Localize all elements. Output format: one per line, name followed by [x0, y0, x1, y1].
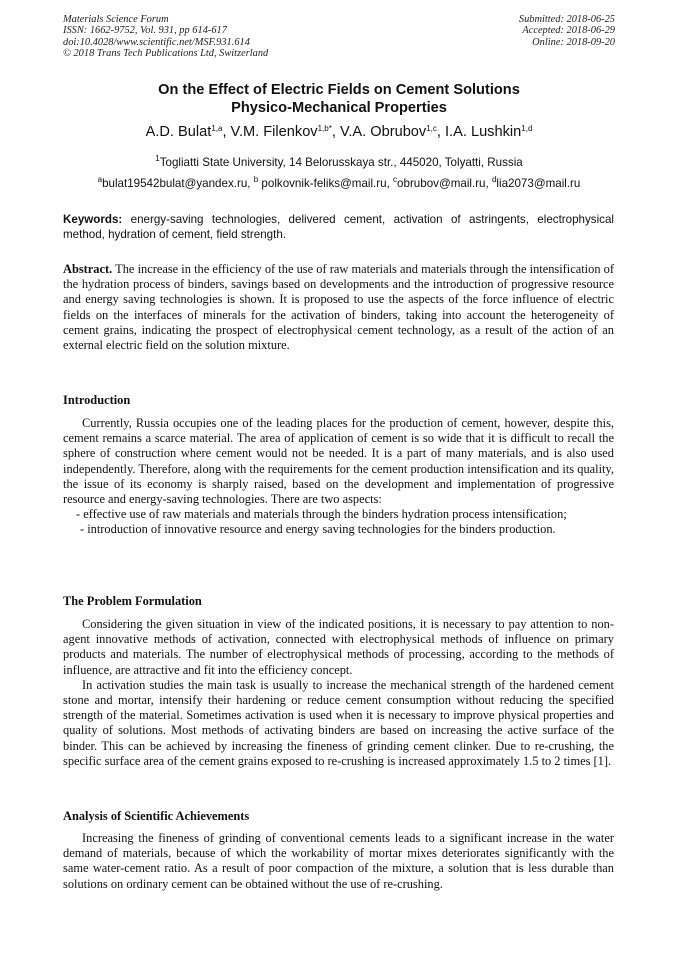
copyright-line: © 2018 Trans Tech Publications Ltd, Switzerland: [63, 48, 269, 60]
email-sup: a: [97, 175, 103, 184]
title-line-2: Physico-Mechanical Properties: [231, 100, 447, 116]
email-link[interactable]: obrubov@mail.ru: [397, 177, 486, 190]
problem-paragraph: In activation studies the main task is usually to increase the mechanical strength of the hardened cement stone and mortar, intensify their hardening or reduce cement consumption without reducing the specified strength of the material. Sometimes activation is used when it is necessary to improve physical properties and quality of solutions. Most methods of activating binders are based on increasing the active surface of the binder. This can be achieved by increasing the fineness of grinding cement clinker. Due to re-crushing, the specific surface area of the cement grains exposed to re-crushing is increased approximately 1.5 to 2 times [1].: [63, 677, 614, 768]
author-sup: 1,c: [426, 124, 437, 133]
affiliation-text: Togliatti State University, 14 Belorusskaya str., 445020, Tolyatti, Russia: [159, 156, 523, 169]
submitted-date: Submitted: 2018-06-25: [518, 14, 615, 25]
abstract-text: The increase in the efficiency of the use of raw materials and materials through the intensification of the hydration process of binders, savings based on developments and the introduction of progressive resource and energy saving technologies is shown. It is proposed to use the aspects of the force influence of electric fields on the interfaces of minerals for the activation of binders, taking into account the heterogeneity of cement grains, indicating the prospect of electrophysical cement technology, as a result of the action of an external electric field on the solution mixture.: [63, 262, 614, 353]
author-sup: 1,a: [211, 124, 223, 133]
email-link[interactable]: polkovnik-feliks@mail.ru: [258, 177, 387, 190]
abstract: [63, 262, 614, 353]
introduction-bullet: - effective use of raw materials and materials through the binders hydration process intensification;: [76, 507, 567, 522]
keywords: [63, 213, 614, 242]
author-sep: ,: [331, 124, 340, 140]
author-sep: ,: [436, 124, 445, 140]
email-sep: ,: [247, 177, 254, 190]
email-sup: d: [491, 175, 497, 184]
analysis-paragraph: Increasing the fineness of grinding of conventional cements leads to a significant increase in the water demand of materials, because of which the workability of mortar mixes deteriorates significantly with the same water-cement ratio. As a result of poor compaction of the mixture, a solution that is less durable than solutions on ordinary cement can be obtained without the use of re-crushing.: [63, 831, 614, 891]
problem-section: [63, 617, 614, 769]
email-link[interactable]: bulat19542bulat@yandex.ru: [102, 177, 248, 190]
author-name: I.A. Lushkin: [445, 124, 522, 140]
author-sep: ,: [222, 124, 231, 140]
accepted-date: Accepted: 2018-06-29: [522, 25, 615, 37]
author-name: A.D. Bulat: [145, 124, 212, 140]
title-line-1: On the Effect of Electric Fields on Cement Solutions: [158, 82, 520, 98]
introduction-bullet: - introduction of innovative resource and energy saving technologies for the binders production.: [80, 522, 556, 537]
problem-heading: The Problem Formulation: [63, 594, 202, 608]
author-sup: 1,d: [521, 124, 533, 133]
journal-info: [63, 14, 268, 60]
dates-info: [519, 14, 615, 48]
keywords-label: Keywords:: [63, 213, 123, 226]
email-sup: c: [393, 175, 398, 184]
email-sep: ,: [386, 177, 394, 190]
email-sup: b: [253, 175, 259, 184]
affiliation-sup: 1: [155, 154, 160, 163]
issn-line: ISSN: 1662-9752, Vol. 931, pp 614-617: [63, 25, 227, 37]
author-name: V.M. Filenkov: [230, 124, 318, 140]
introduction-heading: Introduction: [63, 393, 131, 407]
author-list: [20, 123, 658, 141]
problem-paragraph: Considering the given situation in view of the indicated positions, it is necessary to pay attention to non-agent innovative methods of activation, connected with electrophysical methods of influence on primary products and materials. The number of electrophysical methods of processing, according to the methods of influence, are attractive and fit into the efficiency concept.: [63, 617, 614, 677]
email-sep: ,: [485, 177, 492, 190]
online-date: Online: 2018-09-20: [532, 36, 615, 48]
author-sup: 1,b*: [317, 124, 332, 133]
email-list: [20, 177, 658, 191]
abstract-label: Abstract.: [63, 262, 113, 276]
keywords-text: energy-saving technologies, delivered cement, activation of astringents, electrophysical method, hydration of cement, field strength.: [63, 213, 614, 241]
journal-name: Materials Science Forum: [63, 14, 169, 25]
introduction-paragraph: Currently, Russia occupies one of the leading places for the production of cement, however, despite this, cement remains a scarce material. The area of application of cement is so wide that it is difficult to recall the sphere of construction where cement would not be needed. It is a part of many materials, and is also used independently. Therefore, along with the requirements for the cement production intensification and its quality, the issue of its economy is sharply raised, based on the development and implementation of progressive resource and energy-saving technologies. There are two aspects:: [63, 416, 614, 507]
affiliation: [20, 156, 658, 170]
author-name: V.A. Obrubov: [339, 124, 427, 140]
introduction-section: [63, 416, 614, 538]
analysis-heading: Analysis of Scientific Achievements: [63, 809, 250, 823]
analysis-section: [63, 831, 614, 892]
doi-line: doi:10.4028/www.scientific.net/MSF.931.614: [63, 36, 250, 48]
paper-title: [40, 81, 638, 117]
email-link[interactable]: lia2073@mail.ru: [496, 177, 581, 190]
